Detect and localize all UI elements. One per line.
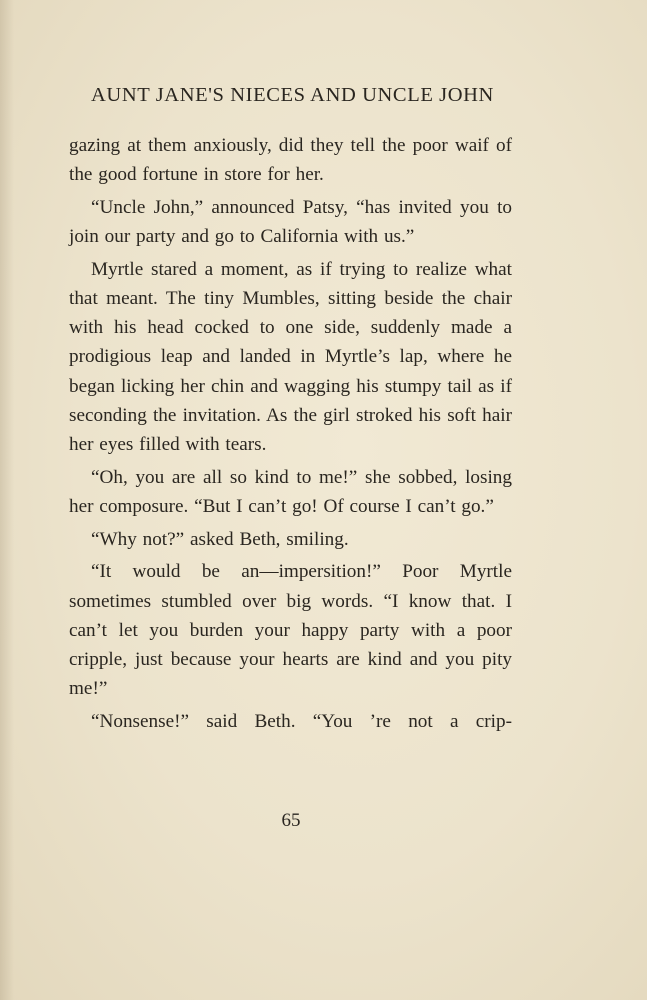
paragraph-1: gazing at them anxiously, did they tell the poor waif of the good fortune in store for her. (69, 135, 512, 186)
paragraph-6: “It would be an—impersition!” Poor Myrtle sometimes stumbled over big words. “I know that. I can’t let you burden your happy party with a poor cripple, just because your hearts are kind and you pity me!” (69, 561, 512, 700)
paragraph-4: “Oh, you are all so kind to me!” she sobbed, losing her composure. “But I can’t go! Of course I can’t go.” (69, 466, 512, 517)
paragraph-5: “Why not?” asked Beth, smiling. (91, 528, 349, 550)
spine-shadow (0, 0, 14, 1000)
page-number: 65 (281, 810, 301, 831)
body-text (69, 131, 512, 740)
paragraph-7: “Nonsense!” said Beth. “You ’re not a crip- (91, 710, 512, 732)
running-head: AUNT JANE'S NIECES AND UNCLE JOHN (91, 84, 494, 106)
paragraph-2: “Uncle John,” announced Patsy, “has invited you to join our party and go to California with us.” (69, 196, 512, 248)
paragraph-3: Myrtle stared a moment, as if trying to realize what that meant. The tiny Mumbles, sitting beside the chair with his head cocked to one side, suddenly made a prodigious leap and landed in Myrtle’s lap, where he began licking her chin and wagging his stumpy tail as if seconding the invitation. As the girl stroked his soft hair her eyes filled with tears. (69, 258, 512, 456)
